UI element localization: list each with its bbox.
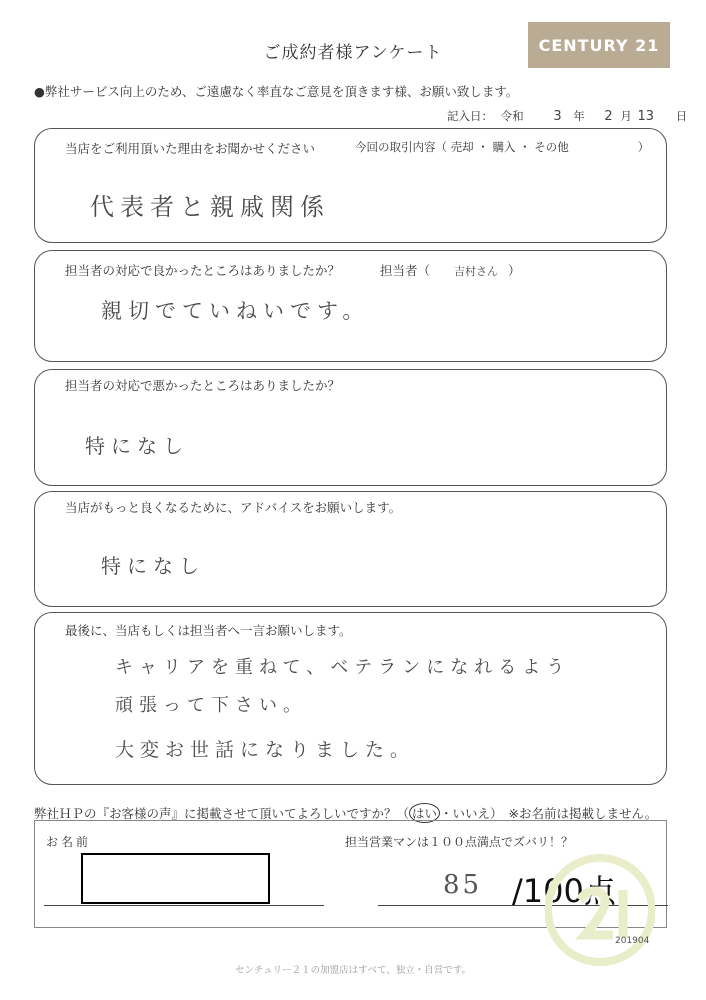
question-good: 担当者の対応で良かったところはありましたか？ xyxy=(65,263,341,278)
date-month: 2 xyxy=(604,109,613,124)
consent-text: 弊社ＨＰの『お客様の声』に掲載させて頂いてよろしいですか？（ xyxy=(34,806,410,821)
section-good xyxy=(34,250,667,362)
staff-name: 吉村さん xyxy=(454,265,498,278)
date-year-unit: 年 xyxy=(573,109,585,123)
date-row xyxy=(447,108,687,124)
section-message xyxy=(34,612,667,785)
footer-note: センチュリー２１の加盟店はすべて、独立・自営です。 xyxy=(234,965,472,976)
brand-logo: CENTURY 21 xyxy=(528,22,670,68)
answer-good: 親切でていねいです。 xyxy=(101,299,370,323)
staff-label-text: 担当者（ xyxy=(380,263,431,278)
answer-message-line-2: 頑張って下さい。 xyxy=(115,695,307,716)
watermark-21-icon xyxy=(545,850,655,970)
staff-label xyxy=(380,261,521,279)
date-day: 13 xyxy=(637,109,655,124)
score-max: /100点 xyxy=(512,872,616,910)
staff-label-close: ） xyxy=(507,263,521,278)
intro-text: ●弊社サービス向上のため、ご遠慮なく率直なご意見を頂きます様、お願い致します。 xyxy=(34,84,519,99)
question-bad: 担当者の対応で悪かったところはありましたか？ xyxy=(65,378,341,393)
date-day-unit: 日 xyxy=(675,109,688,123)
transaction-type-label: 今回の取引内容（ 売却 ・ 購入 ・ その他 ） xyxy=(355,140,650,154)
section-advice xyxy=(34,491,667,607)
section-reason xyxy=(34,128,667,243)
date-label: 記入日： xyxy=(447,109,493,123)
form-code: 201904 xyxy=(615,936,650,946)
name-label: お名前 xyxy=(46,835,92,849)
score-value: 85 xyxy=(443,870,483,900)
page-title: ご成約者様アンケート xyxy=(263,43,443,63)
question-message: 最後に、当店もしくは担当者へ一言お願いします。 xyxy=(65,623,352,638)
date-year: 3 xyxy=(553,109,562,124)
consent-yes: はい xyxy=(409,803,440,823)
answer-bad: 特になし xyxy=(85,434,189,458)
section-bad xyxy=(34,369,667,486)
consent-note: ※お名前は掲載しません。 xyxy=(508,806,658,821)
name-underline xyxy=(44,905,324,906)
score-label: 担当営業マンは１００点満点でズバリ！？ xyxy=(345,835,574,849)
name-redaction xyxy=(81,853,270,904)
question-reason: 当店をご利用頂いた理由をお聞かせください xyxy=(65,141,316,156)
answer-advice: 特になし xyxy=(101,554,205,578)
answer-message-line-1: キャリアを重ねて、ベテランになれるよう xyxy=(115,657,571,678)
question-advice: 当店がもっと良くなるために、アドバイスをお願いします。 xyxy=(65,500,402,515)
consent-no: ・いいえ） xyxy=(440,806,503,821)
answer-reason: 代表者と親戚関係 xyxy=(90,193,330,221)
date-era: 令和 xyxy=(500,109,524,123)
date-month-unit: 月 xyxy=(620,109,632,123)
answer-message-line-3: 大変お世話になりました。 xyxy=(115,739,416,761)
